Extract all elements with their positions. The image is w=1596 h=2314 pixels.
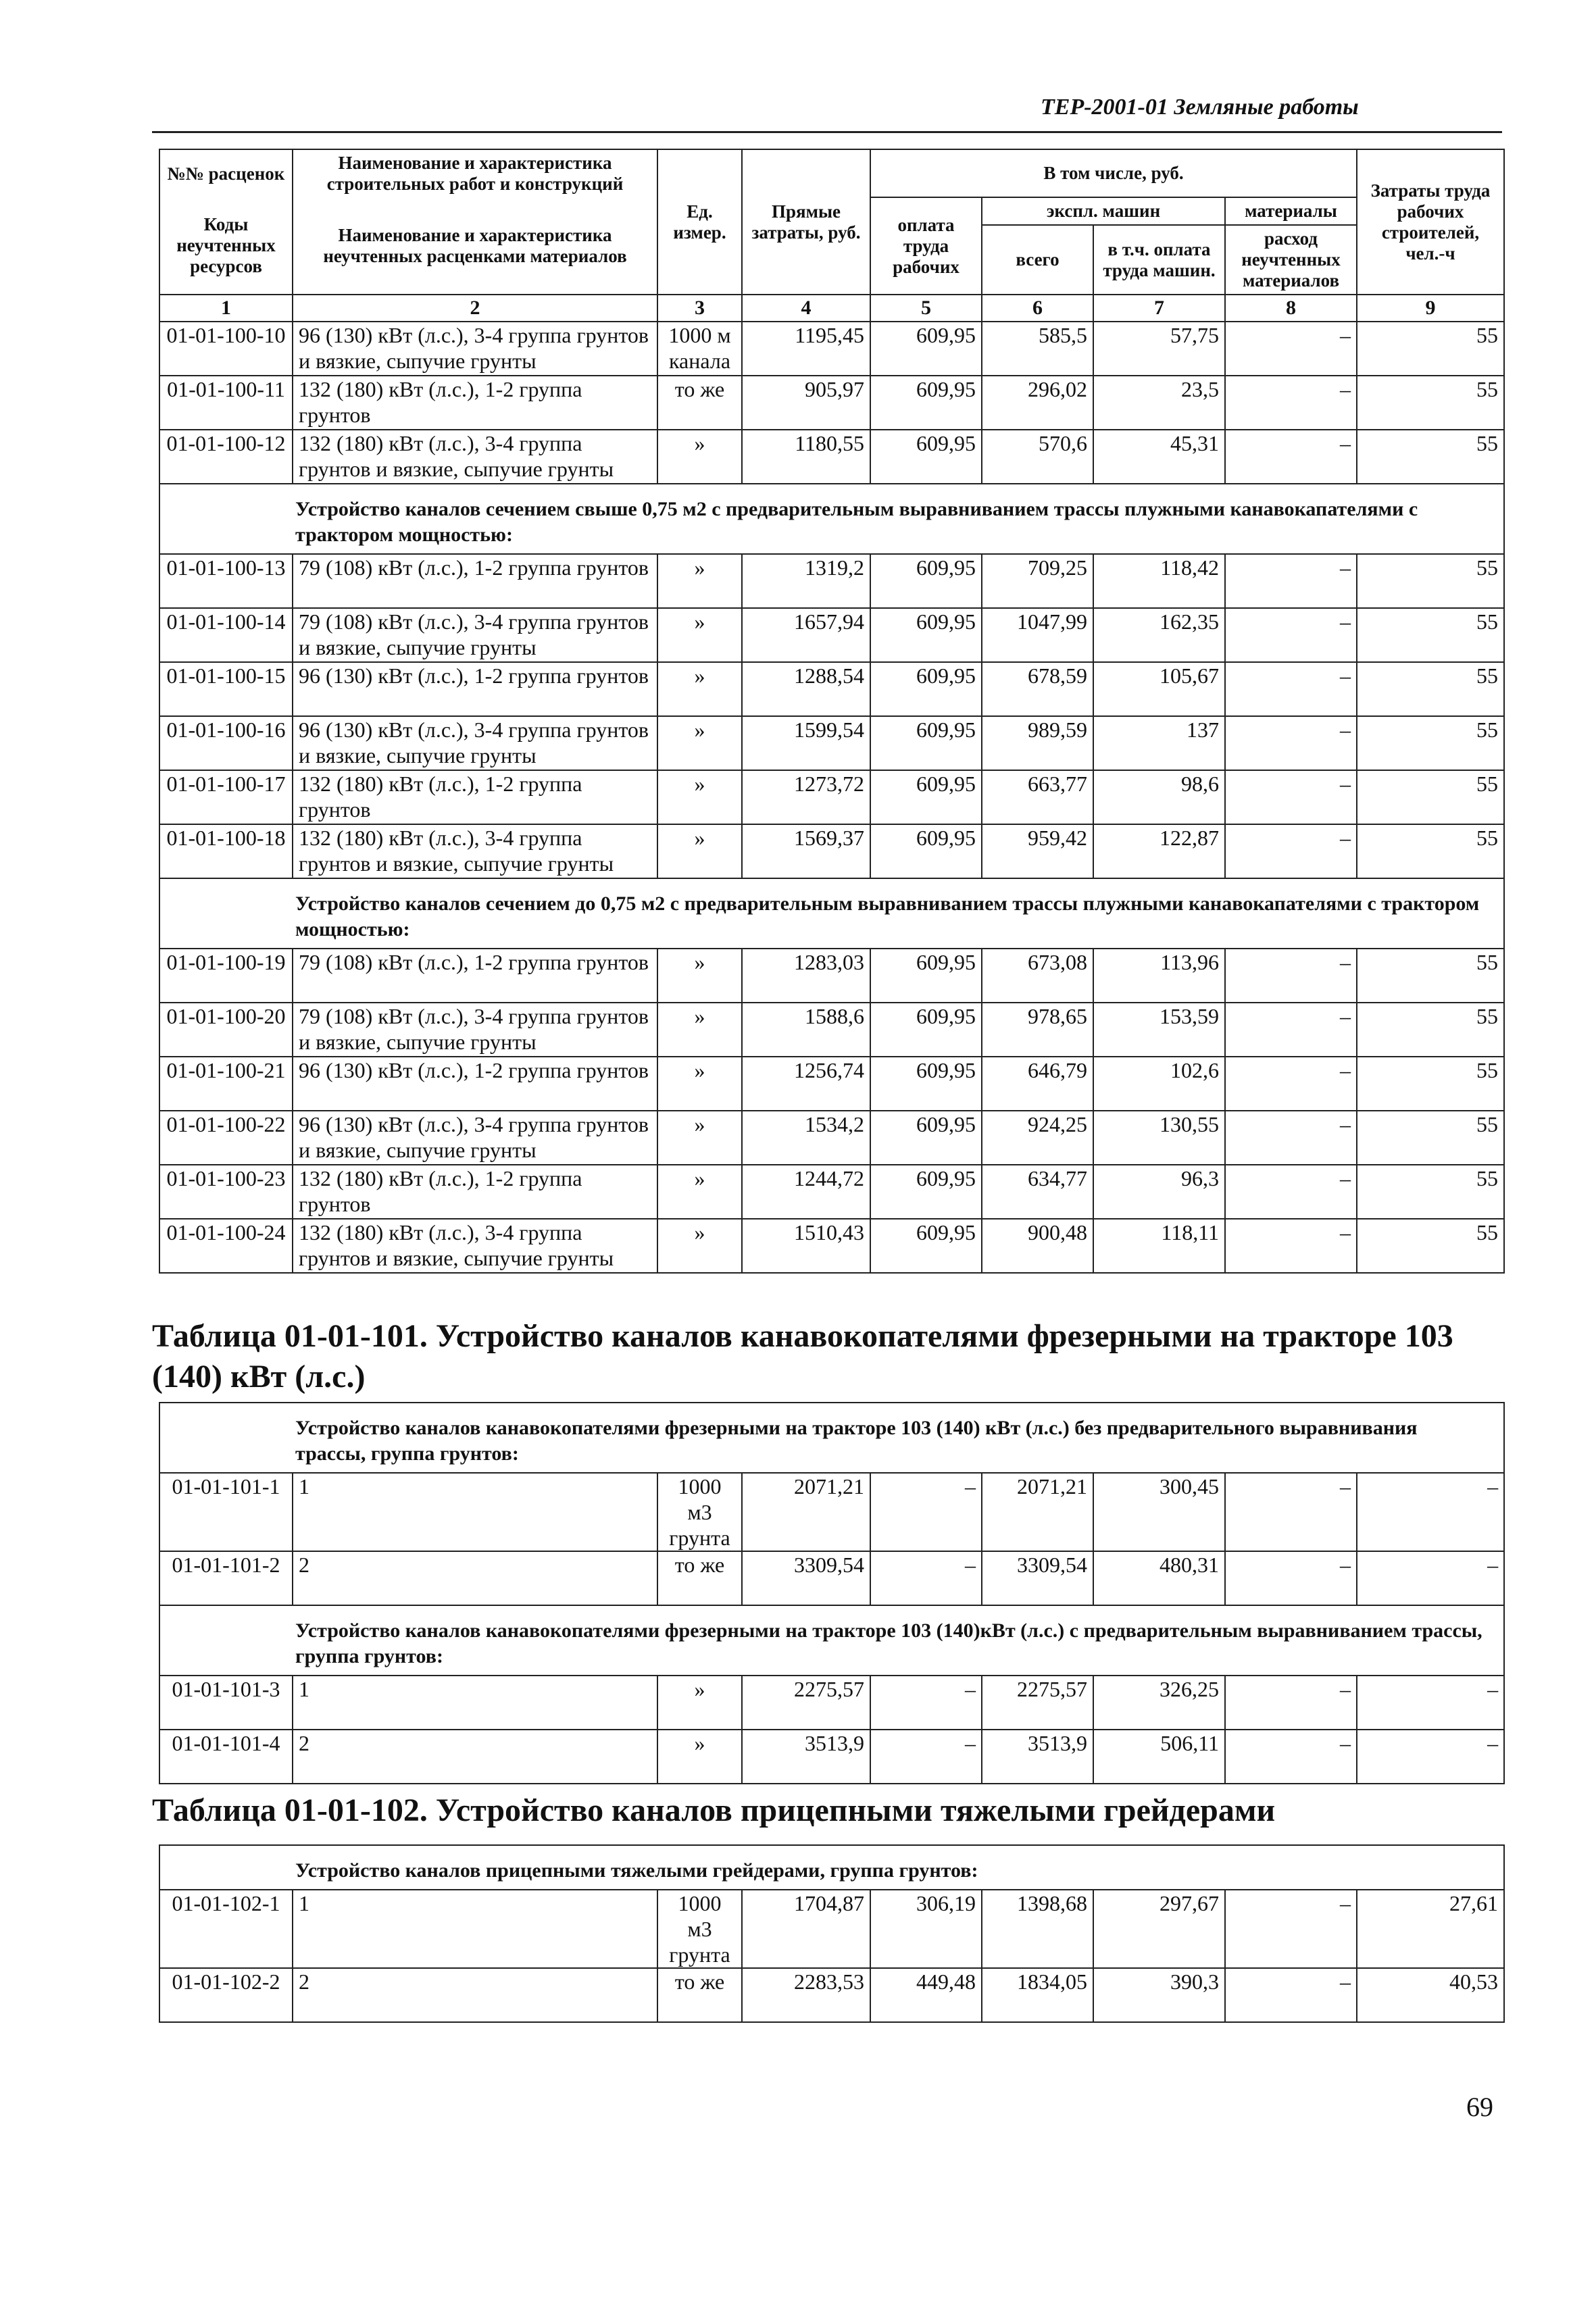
table-row: [159, 1057, 1504, 1111]
col-header-labor-pay: оплата труда рабочих: [870, 197, 982, 295]
work-name-cell: 132 (180) кВт (л.с.), 1-2 группа грунтов: [293, 770, 657, 824]
unit-cell: то же: [657, 1551, 742, 1605]
direct-cost-cell: 1569,37: [742, 824, 870, 878]
rows-102-a: [159, 1890, 1504, 2022]
labor-hours-cell: 55: [1357, 430, 1504, 484]
direct-cost-cell: 3513,9: [742, 1730, 870, 1784]
labor-hours-cell: 55: [1357, 662, 1504, 716]
work-name-cell: 96 (130) кВт (л.с.), 3-4 группа грунтов и вязкие, сыпучие грунты: [293, 322, 657, 376]
machine-cost-cell: 646,79: [982, 1057, 1093, 1111]
machine-cost-cell: 678,59: [982, 662, 1093, 716]
materials-cell: –: [1225, 949, 1357, 1003]
labor-hours-cell: 55: [1357, 376, 1504, 430]
labor-hours-cell: 55: [1357, 770, 1504, 824]
labor-pay-cell: 609,95: [870, 430, 982, 484]
table-row: [159, 1890, 1504, 1968]
work-name-cell: 2: [293, 1730, 657, 1784]
index-cell: 7: [1093, 295, 1225, 322]
labor-pay-cell: 306,19: [870, 1890, 982, 1968]
labor-hours-cell: 55: [1357, 1057, 1504, 1111]
table-row: [159, 554, 1504, 608]
section-row: [159, 878, 1504, 949]
table-row: [159, 430, 1504, 484]
rate-code-cell: 01-01-100-11: [159, 376, 293, 430]
table-row: [159, 376, 1504, 430]
labor-hours-cell: 55: [1357, 949, 1504, 1003]
rate-code-cell: 01-01-100-22: [159, 1111, 293, 1165]
work-name-cell: 96 (130) кВт (л.с.), 1-2 группа грунтов: [293, 1057, 657, 1111]
work-name-cell: 2: [293, 1551, 657, 1605]
rates-table-01-01-101: [159, 1402, 1505, 1784]
table-row: [159, 1219, 1504, 1273]
direct-cost-cell: 1510,43: [742, 1219, 870, 1273]
section-row: [159, 1605, 1504, 1676]
machine-pay-cell: 98,6: [1093, 770, 1225, 824]
labor-hours-cell: 55: [1357, 1165, 1504, 1219]
section-heading: Устройство каналов сечением до 0,75 м2 с предварительным выравниванием трассы плужными канавокапателями с трактором мощностью:: [159, 878, 1504, 949]
unit-cell: »: [657, 949, 742, 1003]
unit-cell: то же: [657, 1968, 742, 2022]
machine-cost-cell: 634,77: [982, 1165, 1093, 1219]
labor-hours-cell: –: [1357, 1730, 1504, 1784]
unit-cell: 1000 м3 грунта: [657, 1890, 742, 1968]
table-row: [159, 608, 1504, 662]
index-cell: 8: [1225, 295, 1357, 322]
direct-cost-cell: 1599,54: [742, 716, 870, 770]
rate-code-cell: 01-01-101-1: [159, 1473, 293, 1551]
machine-pay-cell: 162,35: [1093, 608, 1225, 662]
materials-cell: –: [1225, 1676, 1357, 1730]
direct-cost-cell: 1288,54: [742, 662, 870, 716]
machine-cost-cell: 1398,68: [982, 1890, 1093, 1968]
direct-cost-cell: 1704,87: [742, 1890, 870, 1968]
machine-pay-cell: 102,6: [1093, 1057, 1225, 1111]
rate-code-cell: 01-01-102-2: [159, 1968, 293, 2022]
table-row: [159, 949, 1504, 1003]
col-header-mach-pay: в т.ч. оплата труда машин.: [1093, 225, 1225, 295]
header-row-1: [159, 149, 1504, 197]
rate-code-cell: 01-01-100-14: [159, 608, 293, 662]
machine-cost-cell: 3309,54: [982, 1551, 1093, 1605]
machine-cost-cell: 673,08: [982, 949, 1093, 1003]
rows-101-b: [159, 1676, 1504, 1784]
labor-pay-cell: 609,95: [870, 662, 982, 716]
machine-pay-cell: 23,5: [1093, 376, 1225, 430]
labor-hours-cell: 40,53: [1357, 1968, 1504, 2022]
col-header-labor: Затраты труда рабочих строителей, чел.-ч: [1357, 149, 1504, 295]
unit-cell: »: [657, 608, 742, 662]
section-heading: Устройство каналов прицепными тяжелыми грейдерами, группа грунтов:: [159, 1845, 1504, 1890]
machine-cost-cell: 959,42: [982, 824, 1093, 878]
labor-pay-cell: –: [870, 1730, 982, 1784]
machine-cost-cell: 2275,57: [982, 1676, 1093, 1730]
machine-pay-cell: 480,31: [1093, 1551, 1225, 1605]
work-name-cell: 1: [293, 1890, 657, 1968]
rows-c: [159, 949, 1504, 1273]
labor-hours-cell: 55: [1357, 322, 1504, 376]
index-cell: 1: [159, 295, 293, 322]
unit-cell: »: [657, 824, 742, 878]
labor-pay-cell: 609,95: [870, 322, 982, 376]
col-header-mach-total: всего: [982, 225, 1093, 295]
direct-cost-cell: 2283,53: [742, 1968, 870, 2022]
labor-pay-cell: 609,95: [870, 1219, 982, 1273]
machine-pay-cell: 390,3: [1093, 1968, 1225, 2022]
machine-cost-cell: 570,6: [982, 430, 1093, 484]
col-header-unit: Ед. измер.: [657, 149, 742, 295]
col-header-name-bottom: Наименование и характеристика неучтенных расценками материалов: [293, 197, 657, 295]
labor-pay-cell: 609,95: [870, 770, 982, 824]
rate-code-cell: 01-01-100-10: [159, 322, 293, 376]
labor-pay-cell: 449,48: [870, 1968, 982, 2022]
unit-cell: »: [657, 1057, 742, 1111]
rate-code-cell: 01-01-100-18: [159, 824, 293, 878]
index-cell: 5: [870, 295, 982, 322]
machine-cost-cell: 296,02: [982, 376, 1093, 430]
machine-cost-cell: 924,25: [982, 1111, 1093, 1165]
rate-code-cell: 01-01-100-13: [159, 554, 293, 608]
labor-pay-cell: 609,95: [870, 554, 982, 608]
machine-cost-cell: 978,65: [982, 1003, 1093, 1057]
machine-cost-cell: 663,77: [982, 770, 1093, 824]
direct-cost-cell: 1195,45: [742, 322, 870, 376]
rows-b: [159, 554, 1504, 878]
machine-pay-cell: 96,3: [1093, 1165, 1225, 1219]
labor-hours-cell: 55: [1357, 554, 1504, 608]
machine-pay-cell: 153,59: [1093, 1003, 1225, 1057]
unit-cell: 1000 м3 грунта: [657, 1473, 742, 1551]
work-name-cell: 132 (180) кВт (л.с.), 3-4 группа грунтов и вязкие, сыпучие грунты: [293, 824, 657, 878]
materials-cell: –: [1225, 608, 1357, 662]
rate-code-cell: 01-01-100-19: [159, 949, 293, 1003]
machine-pay-cell: 130,55: [1093, 1111, 1225, 1165]
table-row: [159, 1551, 1504, 1605]
labor-pay-cell: 609,95: [870, 1165, 982, 1219]
col-header-name-top: Наименование и характеристика строительных работ и конструкций: [293, 149, 657, 197]
work-name-cell: 96 (130) кВт (л.с.), 3-4 группа грунтов и вязкие, сыпучие грунты: [293, 716, 657, 770]
work-name-cell: 96 (130) кВт (л.с.), 1-2 группа грунтов: [293, 662, 657, 716]
materials-cell: –: [1225, 1473, 1357, 1551]
unit-cell: »: [657, 662, 742, 716]
labor-hours-cell: 55: [1357, 1003, 1504, 1057]
table-row: [159, 1165, 1504, 1219]
direct-cost-cell: 1534,2: [742, 1111, 870, 1165]
table-row: [159, 824, 1504, 878]
labor-hours-cell: –: [1357, 1676, 1504, 1730]
labor-pay-cell: 609,95: [870, 824, 982, 878]
table-row: [159, 1968, 1504, 2022]
machine-pay-cell: 118,42: [1093, 554, 1225, 608]
machine-cost-cell: 989,59: [982, 716, 1093, 770]
direct-cost-cell: 3309,54: [742, 1551, 870, 1605]
direct-cost-cell: 1319,2: [742, 554, 870, 608]
index-cell: 6: [982, 295, 1093, 322]
col-header-direct: Прямые затраты, руб.: [742, 149, 870, 295]
machine-cost-cell: 1047,99: [982, 608, 1093, 662]
labor-hours-cell: 55: [1357, 1111, 1504, 1165]
labor-hours-cell: 55: [1357, 716, 1504, 770]
labor-pay-cell: 609,95: [870, 949, 982, 1003]
table-row: [159, 1730, 1504, 1784]
table-102-caption: Таблица 01-01-102. Устройство каналов прицепными тяжелыми грейдерами: [152, 1792, 1276, 1828]
rate-code-cell: 01-01-101-3: [159, 1676, 293, 1730]
unit-cell: »: [657, 1003, 742, 1057]
index-row: [159, 295, 1504, 322]
direct-cost-cell: 905,97: [742, 376, 870, 430]
table-row: [159, 1003, 1504, 1057]
rate-code-cell: 01-01-101-4: [159, 1730, 293, 1784]
labor-hours-cell: –: [1357, 1473, 1504, 1551]
col-header-code-top: №№ расценок: [159, 149, 293, 197]
materials-cell: –: [1225, 1057, 1357, 1111]
direct-cost-cell: 1273,72: [742, 770, 870, 824]
materials-cell: –: [1225, 1003, 1357, 1057]
machine-cost-cell: 709,25: [982, 554, 1093, 608]
materials-cell: –: [1225, 662, 1357, 716]
work-name-cell: 79 (108) кВт (л.с.), 3-4 группа грунтов и вязкие, сыпучие грунты: [293, 1003, 657, 1057]
labor-pay-cell: 609,95: [870, 1111, 982, 1165]
labor-pay-cell: 609,95: [870, 608, 982, 662]
machine-pay-cell: 297,67: [1093, 1890, 1225, 1968]
unit-cell: »: [657, 430, 742, 484]
table-row: [159, 716, 1504, 770]
unit-cell: то же: [657, 376, 742, 430]
materials-cell: –: [1225, 430, 1357, 484]
machine-pay-cell: 326,25: [1093, 1676, 1225, 1730]
page-number: 69: [1466, 2092, 1493, 2122]
unit-cell: »: [657, 716, 742, 770]
materials-cell: –: [1225, 824, 1357, 878]
direct-cost-cell: 2071,21: [742, 1473, 870, 1551]
section-heading: Устройство каналов сечением свыше 0,75 м2 с предварительным выравниванием трассы плужными канавокапателями с трактором мощностью:: [159, 484, 1504, 554]
index-cell: 4: [742, 295, 870, 322]
rows-a: [159, 322, 1504, 484]
unit-cell: 1000 м канала: [657, 322, 742, 376]
labor-pay-cell: –: [870, 1551, 982, 1605]
machine-pay-cell: 105,67: [1093, 662, 1225, 716]
machine-pay-cell: 122,87: [1093, 824, 1225, 878]
page-header: ТЕР-2001-01 Земляные работы: [1041, 95, 1359, 120]
materials-cell: –: [1225, 1890, 1357, 1968]
machine-cost-cell: 1834,05: [982, 1968, 1093, 2022]
work-name-cell: 132 (180) кВт (л.с.), 3-4 группа грунтов и вязкие, сыпучие грунты: [293, 1219, 657, 1273]
machine-cost-cell: 585,5: [982, 322, 1093, 376]
rate-code-cell: 01-01-100-17: [159, 770, 293, 824]
table-row: [159, 1111, 1504, 1165]
table-row: [159, 770, 1504, 824]
labor-hours-cell: 27,61: [1357, 1890, 1504, 1968]
machine-pay-cell: 45,31: [1093, 430, 1225, 484]
materials-cell: –: [1225, 322, 1357, 376]
header-rule: [152, 131, 1502, 133]
unit-cell: »: [657, 554, 742, 608]
section-heading: Устройство каналов канавокопателями фрезерными на тракторе 103 (140) кВт (л.с.) без предварительного выравнивания трассы, группа грунтов:: [159, 1403, 1504, 1473]
section-heading: Устройство каналов канавокопателями фрезерными на тракторе 103 (140)кВт (л.с.) с предварительным выравниванием трассы, группа грунтов:: [159, 1605, 1504, 1676]
work-name-cell: 2: [293, 1968, 657, 2022]
section-row: [159, 1845, 1504, 1890]
materials-cell: –: [1225, 1219, 1357, 1273]
labor-pay-cell: 609,95: [870, 376, 982, 430]
direct-cost-cell: 2275,57: [742, 1676, 870, 1730]
table-row: [159, 322, 1504, 376]
materials-cell: –: [1225, 1551, 1357, 1605]
unit-cell: »: [657, 1111, 742, 1165]
unit-cell: »: [657, 1219, 742, 1273]
work-name-cell: 79 (108) кВт (л.с.), 1-2 группа грунтов: [293, 554, 657, 608]
index-cell: 9: [1357, 295, 1504, 322]
labor-pay-cell: –: [870, 1676, 982, 1730]
work-name-cell: 96 (130) кВт (л.с.), 3-4 группа грунтов и вязкие, сыпучие грунты: [293, 1111, 657, 1165]
col-header-code-bottom: Коды неучтенных ресурсов: [159, 197, 293, 295]
rate-code-cell: 01-01-100-20: [159, 1003, 293, 1057]
machine-cost-cell: 2071,21: [982, 1473, 1093, 1551]
direct-cost-cell: 1180,55: [742, 430, 870, 484]
machine-pay-cell: 506,11: [1093, 1730, 1225, 1784]
labor-hours-cell: 55: [1357, 608, 1504, 662]
labor-hours-cell: 55: [1357, 1219, 1504, 1273]
col-header-incl: В том числе, руб.: [870, 149, 1357, 197]
direct-cost-cell: 1588,6: [742, 1003, 870, 1057]
rate-code-cell: 01-01-100-16: [159, 716, 293, 770]
direct-cost-cell: 1244,72: [742, 1165, 870, 1219]
direct-cost-cell: 1283,03: [742, 949, 870, 1003]
work-name-cell: 132 (180) кВт (л.с.), 3-4 группа грунтов и вязкие, сыпучие грунты: [293, 430, 657, 484]
machine-cost-cell: 3513,9: [982, 1730, 1093, 1784]
labor-hours-cell: 55: [1357, 824, 1504, 878]
rate-code-cell: 01-01-100-24: [159, 1219, 293, 1273]
materials-cell: –: [1225, 554, 1357, 608]
index-cell: 2: [293, 295, 657, 322]
work-name-cell: 132 (180) кВт (л.с.), 1-2 группа грунтов: [293, 376, 657, 430]
work-name-cell: 132 (180) кВт (л.с.), 1-2 группа грунтов: [293, 1165, 657, 1219]
table-row: [159, 662, 1504, 716]
section-row: [159, 484, 1504, 554]
rates-table-01-01-102: [159, 1844, 1505, 2023]
labor-pay-cell: 609,95: [870, 716, 982, 770]
col-header-materials: материалы: [1225, 197, 1357, 225]
rows-101-a: [159, 1473, 1504, 1605]
work-name-cell: 79 (108) кВт (л.с.), 1-2 группа грунтов: [293, 949, 657, 1003]
direct-cost-cell: 1256,74: [742, 1057, 870, 1111]
rate-code-cell: 01-01-100-21: [159, 1057, 293, 1111]
work-name-cell: 1: [293, 1473, 657, 1551]
materials-cell: –: [1225, 1968, 1357, 2022]
unit-cell: »: [657, 770, 742, 824]
machine-pay-cell: 118,11: [1093, 1219, 1225, 1273]
index-cell: 3: [657, 295, 742, 322]
work-name-cell: 79 (108) кВт (л.с.), 3-4 группа грунтов и вязкие, сыпучие грунты: [293, 608, 657, 662]
direct-cost-cell: 1657,94: [742, 608, 870, 662]
labor-hours-cell: –: [1357, 1551, 1504, 1605]
section-row: [159, 1403, 1504, 1473]
work-name-cell: 1: [293, 1676, 657, 1730]
machine-pay-cell: 137: [1093, 716, 1225, 770]
unit-cell: »: [657, 1165, 742, 1219]
machine-pay-cell: 300,45: [1093, 1473, 1225, 1551]
rate-code-cell: 01-01-100-15: [159, 662, 293, 716]
table-101-caption: Таблица 01-01-101. Устройство каналов канавокопателями фрезерными на тракторе 103 (140) кВт (л.с.): [152, 1318, 1453, 1394]
materials-cell: –: [1225, 1111, 1357, 1165]
rate-code-cell: 01-01-100-23: [159, 1165, 293, 1219]
unit-cell: »: [657, 1676, 742, 1730]
machine-pay-cell: 57,75: [1093, 322, 1225, 376]
rate-code-cell: 01-01-102-1: [159, 1890, 293, 1968]
materials-cell: –: [1225, 716, 1357, 770]
labor-pay-cell: 609,95: [870, 1057, 982, 1111]
rate-code-cell: 01-01-101-2: [159, 1551, 293, 1605]
materials-cell: –: [1225, 1730, 1357, 1784]
unit-cell: »: [657, 1730, 742, 1784]
col-header-mat-use: расход неучтенных материалов: [1225, 225, 1357, 295]
machine-cost-cell: 900,48: [982, 1219, 1093, 1273]
rates-table-01-01-100: [159, 149, 1505, 1274]
labor-pay-cell: –: [870, 1473, 982, 1551]
table-row: [159, 1473, 1504, 1551]
table-row: [159, 1676, 1504, 1730]
machine-pay-cell: 113,96: [1093, 949, 1225, 1003]
rate-code-cell: 01-01-100-12: [159, 430, 293, 484]
labor-pay-cell: 609,95: [870, 1003, 982, 1057]
materials-cell: –: [1225, 1165, 1357, 1219]
materials-cell: –: [1225, 770, 1357, 824]
col-header-machines: экспл. машин: [982, 197, 1225, 225]
materials-cell: –: [1225, 376, 1357, 430]
